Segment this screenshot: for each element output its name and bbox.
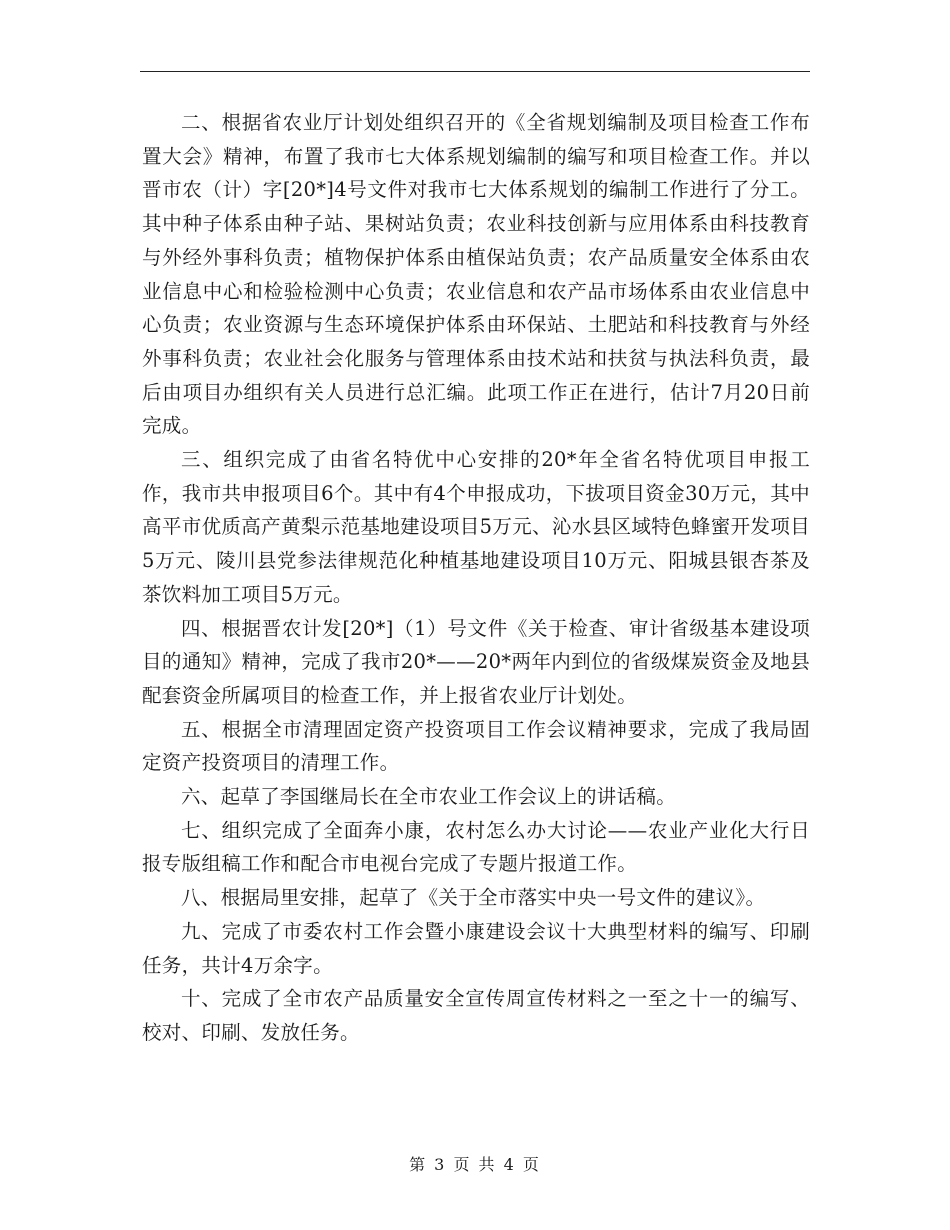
paragraph-10: 十、完成了全市农产品质量安全宣传周宣传材料之一至之十一的编写、校对、印刷、发放任务。 — [142, 987, 810, 1044]
paragraph-6: 六、起草了李国继局长在全市农业工作会议上的讲话稿。 — [181, 785, 677, 809]
header-rule — [140, 71, 810, 72]
paragraph-5: 五、根据全市清理固定资产投资项目工作会议精神要求，完成了我局固定资产投资项目的清理工作。 — [142, 717, 810, 775]
paragraph-8: 八、根据局里安排，起草了《关于全市落实中央一号文件的建议》。 — [181, 886, 766, 910]
page-number-footer: 第 3 页 共 4 页 — [409, 1155, 541, 1174]
document-body — [142, 106, 810, 1050]
paragraph-2: 二、根据省农业厅计划处组织召开的《全省规划编制及项目检查工作布置大会》精神，布置了我市七大体系规划编制的编写和项目检查工作。并以晋市农（计）字[20*]4号文件对我市七大体系规划的编制工作进行了分工。其中种子体系由种子站、果树站负责；农业科技创新与应用体系由科技教育与外经外事科负责；植物保护体系由植保站负责；农产品质量安全体系由农业信息中心和检验检测中心负责；农业信息和农产品市场体系由农业信息中心负责；农业资源与生态环境保护体系由环保站、土肥站和科技教育与外经外事科负责；农业社会化服务与管理体系由技术站和扶贫与执法科负责，最后由项目办组织有关人员进行总汇编。此项工作正在进行，估计7月20日前完成。 — [142, 111, 810, 438]
paragraph-7: 七、组织完成了全面奔小康，农村怎么办大讨论——农业产业化大行日报专版组稿工作和配合市电视台完成了专题片报道工作。 — [142, 818, 810, 876]
paragraph-9: 九、完成了市委农村工作会暨小康建设会议十大典型材料的编写、印刷任务，共计4万余字。 — [142, 919, 810, 977]
paragraph-4: 四、根据晋农计发[20*]（1）号文件《关于检查、审计省级基本建设项目的通知》精神，完成了我市20*——20*两年内到位的省级煤炭资金及地县配套资金所属项目的检查工作，并上报省农业厅计划处。 — [142, 616, 810, 707]
paragraph-3: 三、组织完成了由省名特优中心安排的20*年全省名特优项目申报工作，我市共申报项目6个。其中有4个申报成功，下拔项目资金30万元，其中高平市优质高产黄梨示范基地建设项目5万元、沁水县区域特色蜂蜜开发项目5万元、陵川县党参法律规范化种植基地建设项目10万元、阳城县银杏茶及茶饮料加工项目5万元。 — [142, 448, 810, 606]
